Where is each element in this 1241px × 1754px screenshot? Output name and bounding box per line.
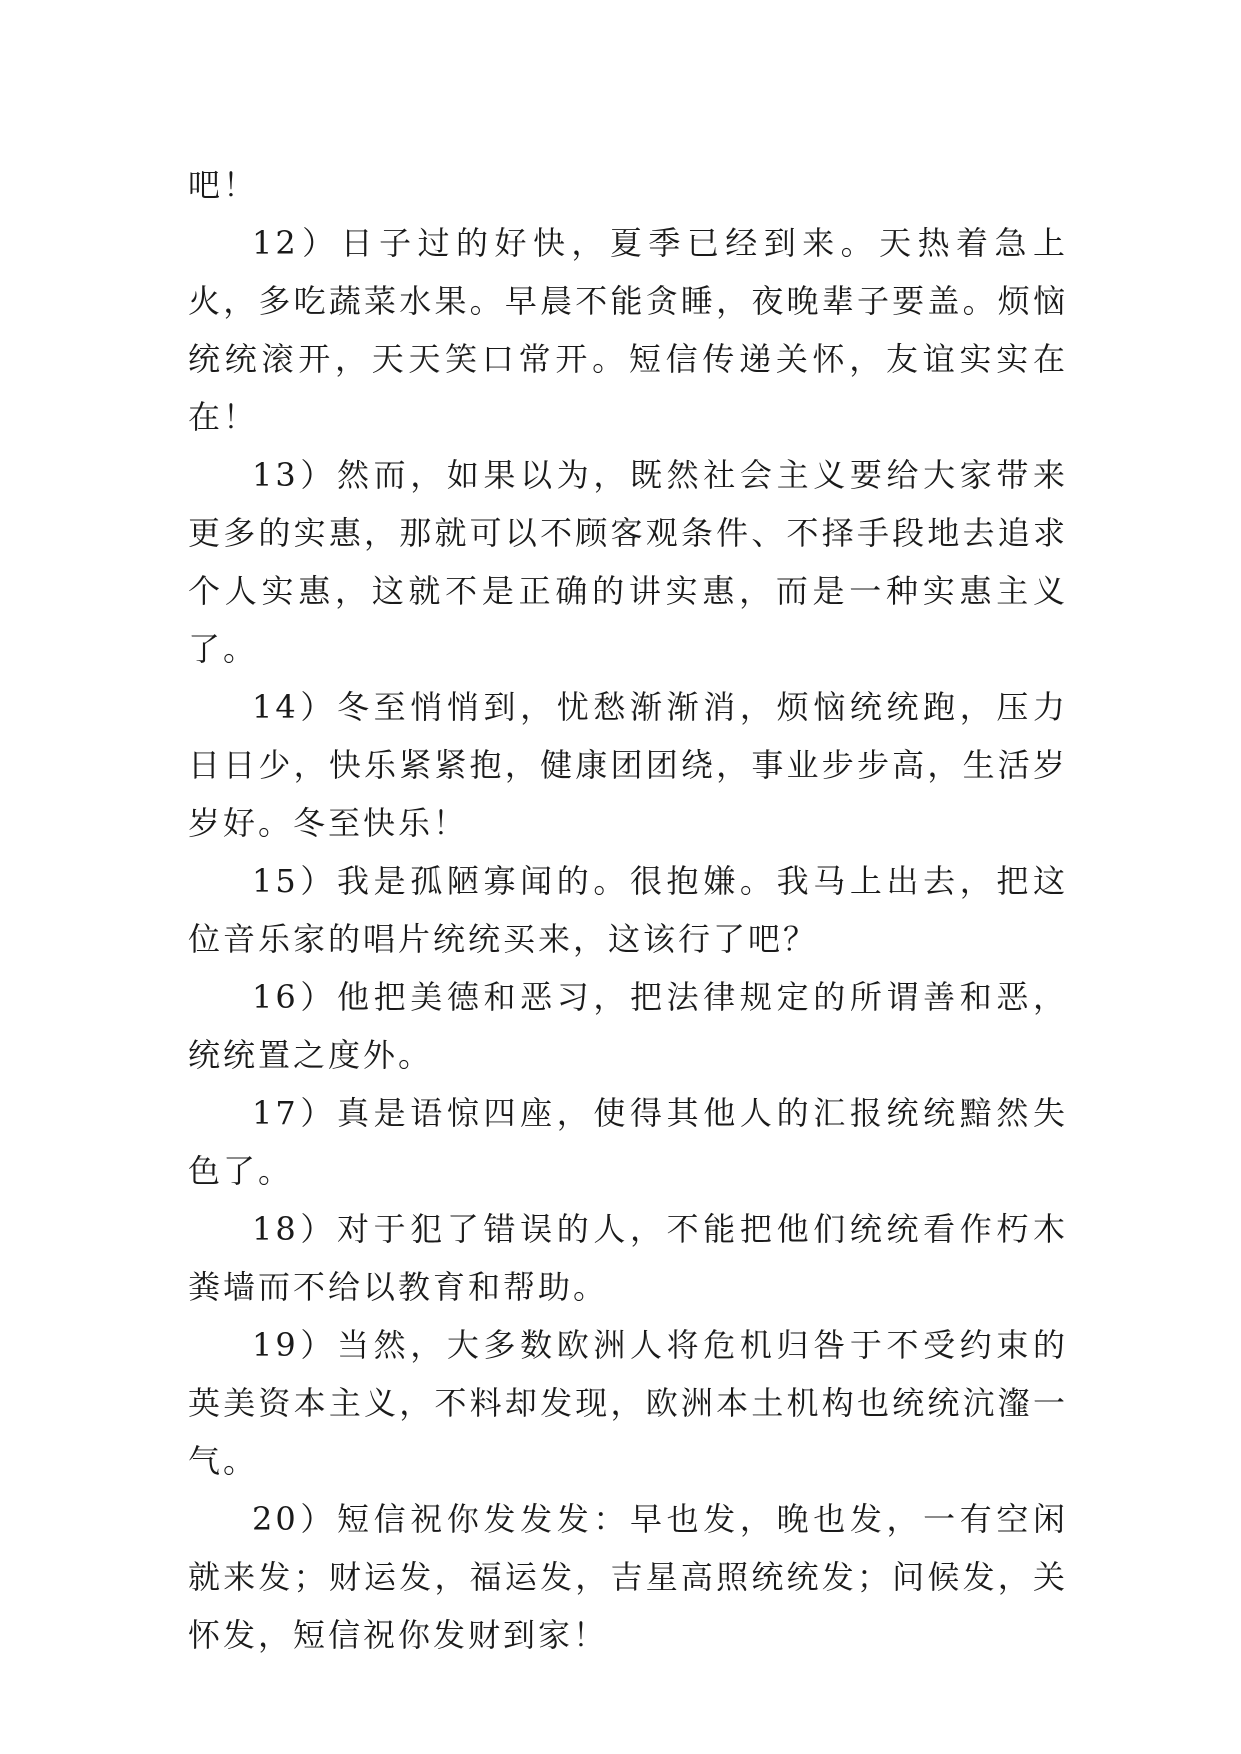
paragraph-16: 16）他把美德和恶习，把法律规定的所谓善和恶，统统置之度外。 bbox=[188, 978, 1068, 1074]
paragraph-12: 12）日子过的好快，夏季已经到来。天热着急上火，多吃蔬菜水果。早晨不能贪睡，夜晚辈子要盖。烦恼统统滚开，天天笑口常开。短信传递关怀，友谊实实在在！ bbox=[188, 224, 1068, 436]
document-body bbox=[188, 156, 1068, 1664]
paragraph-13: 13）然而，如果以为，既然社会主义要给大家带来更多的实惠，那就可以不顾客观条件、不择手段地去追求个人实惠，这就不是正确的讲实惠，而是一种实惠主义了。 bbox=[188, 456, 1068, 668]
paragraph-20: 20）短信祝你发发发：早也发，晚也发，一有空闲就来发；财运发，福运发，吉星高照统统发；问候发，关怀发，短信祝你发财到家！ bbox=[188, 1500, 1068, 1654]
paragraph-15: 15）我是孤陋寡闻的。很抱嫌。我马上出去，把这位音乐家的唱片统统买来，这该行了吧？ bbox=[188, 862, 1068, 958]
paragraph-14: 14）冬至悄悄到，忧愁渐渐消，烦恼统统跑，压力日日少，快乐紧紧抱，健康团团绕，事业步步高，生活岁岁好。冬至快乐！ bbox=[188, 688, 1068, 842]
paragraph-17: 17）真是语惊四座，使得其他人的汇报统统黯然失色了。 bbox=[188, 1094, 1068, 1190]
paragraph-19: 19）当然，大多数欧洲人将危机归咎于不受约束的英美资本主义，不料却发现，欧洲本土机构也统统沆瀣一气。 bbox=[188, 1326, 1068, 1480]
paragraph-11-tail: 吧！ bbox=[188, 166, 259, 204]
paragraph-18: 18）对于犯了错误的人，不能把他们统统看作朽木粪墙而不给以教育和帮助。 bbox=[188, 1210, 1068, 1306]
